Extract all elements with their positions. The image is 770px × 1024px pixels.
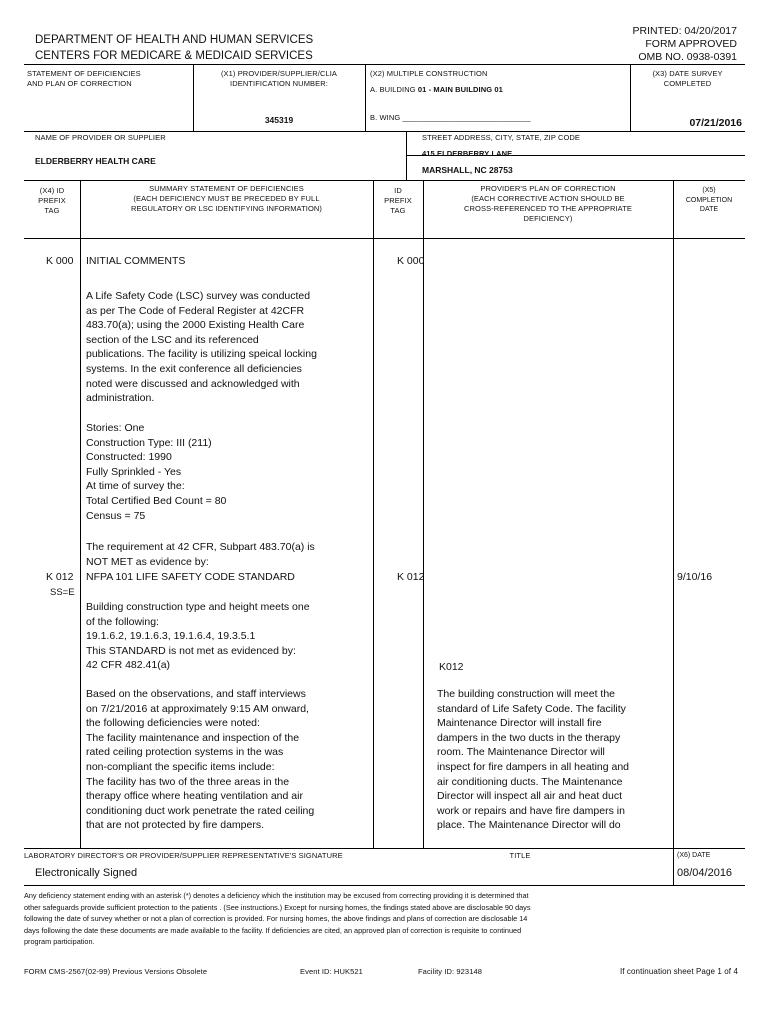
col-x5: (X5) COMPLETION DATE [685,187,733,213]
rule-columns-top [24,180,745,181]
facility-id: Facility ID: 923148 [418,967,483,976]
address-label: STREET ADDRESS, CITY, STATE, ZIP CODE [422,133,581,142]
paragraph-standard: Building construction type and height meets one of the following: 19.1.6.2, 19.1.6.3, 19.1.6.4, 19.3.5.1 This STANDARD is not met as evidenced by: 42 CFR 482.41(a) [86,601,310,672]
x1-label: (X1) PROVIDER/SUPPLIER/CLIA IDENTIFICATION NUMBER: [220,69,338,88]
k012-scope: SS=E [50,587,75,598]
printed-date: PRINTED: 04/20/2017 [632,25,737,37]
k000-title: INITIAL COMMENTS [86,255,186,267]
department-line-1: DEPARTMENT OF HEALTH AND HUMAN SERVICES [35,34,314,46]
provider-name: ELDERBERRY HEALTH CARE [35,156,156,166]
provider-id-number: 345319 [264,115,294,125]
event-id: Event ID: HUK521 [300,967,363,976]
omb-number: OMB NO. 0938-0391 [638,51,737,63]
paragraph-observations: Based on the observations, and staff interviews on 7/21/2016 at approximately 9:15 AM onward, the following deficiencies were noted: The facility maintenance and inspection of the rated ceiling protection systems in the was non-compliant the specific items include: The facility has two of the three areas in the therapy office where heating ventilation and air conditioning duct work penetrate the rated ceiling that are not protected by fire dampers. [86,688,315,832]
rule-provider-top [24,131,745,132]
signature-value: Electronically Signed [35,867,138,879]
k000-tag: K 000 [46,255,74,267]
building-value: 01 - MAIN BUILDING 01 [417,85,503,94]
paragraph-lsc-survey: A Life Safety Code (LSC) survey was conducted as per The Code of Federal Register at 42CFR 483.70(a); using the 2000 Existing Health Care section of the LSC and its referenced publications. The facility is utilizing speical locking systems. In the exit conference all deficiencies noted were discussed and acknowledged with administration. [86,290,317,405]
address-line-2: MARSHALL, NC 28753 [422,165,513,175]
department-line-2: CENTERS FOR MEDICARE & MEDICAID SERVICES [35,50,313,62]
plan-tag: K012 [439,661,464,673]
col-id-prefix: ID PREFIX TAG [384,186,412,215]
address-line-1: 415 ELDERBERRY LANE [422,149,513,158]
form-number: FORM CMS-2567(02-99) Previous Versions Obsolete [24,967,208,976]
survey-completed-date: 07/21/2016 [689,117,742,129]
rule-signature-bottom [24,885,745,886]
rule-body-bottom [24,848,745,849]
form-approved: FORM APPROVED [645,38,737,50]
col-summary: SUMMARY STATEMENT OF DEFICIENCIES (EACH DEFICIENCY MUST BE PRECEDED BY FULL REGULATORY OR LSC IDENTIFYING INFORMATION) [130,184,323,213]
x3-label: (X3) DATE SURVEY COMPLETED [652,69,723,88]
provider-name-label: NAME OF PROVIDER OR SUPPLIER [35,133,166,142]
statement-label: STATEMENT OF DEFICIENCIES AND PLAN OF CORRECTION [27,69,141,88]
paragraph-building-facts: Stories: One Construction Type: III (211) Constructed: 1990 Fully Sprinkled - Yes At time of survey the: Total Certified Bed Count = 80 Census = 75 [86,422,227,522]
building-line [370,85,503,95]
col-plan: PROVIDER'S PLAN OF CORRECTION (EACH CORRECTIVE ACTION SHOULD BE CROSS-REFERENCED TO THE APPROPRIATE DEFICIENCY) [464,184,632,223]
rule-columns-bottom [24,238,745,239]
k012-tag-right: K 012 [397,571,425,583]
k012-tag: K 012 [46,571,74,583]
signature-date: 08/04/2016 [677,867,733,879]
x6-date-label: (X6) DATE [677,852,711,859]
rule-top [24,64,745,65]
x2-label: (X2) MULTIPLE CONSTRUCTION [370,69,488,78]
k012-completion-date: 9/10/16 [677,571,713,583]
k012-title: NFPA 101 LIFE SAFETY CODE STANDARD [86,571,295,583]
page-indicator: If continuation sheet Page 1 of 4 [619,967,738,976]
wing-line: B. WING ______________________________ [370,113,531,122]
k000-tag-right: K 000 [397,255,425,267]
paragraph-requirement: The requirement at 42 CFR, Subpart 483.70(a) is NOT MET as evidence by: [86,541,315,568]
plan-of-correction-text: The building construction will meet the standard of Life Safety Code. The facility Maintenance Director will install fire dampers in the two ducts in the therapy room. The Maintenance Director will inspect for fire dampers in all heating and air conditioning ducts. The Maintenance Director will inspect all air and heat duct work or repairs and have fire dampers in place. The Maintenance Director will do [437,688,630,832]
title-label: TITLE [509,851,531,860]
building-prefix: A. BUILDING [370,85,416,94]
signature-label: LABORATORY DIRECTOR'S OR PROVIDER/SUPPLIER REPRESENTATIVE'S SIGNATURE [24,851,343,860]
disclaimer-text: Any deficiency statement ending with an asterisk (*) denotes a deficiency which the institution may be excused from correcting providing it is determined that other safeguards provide sufficient protection to the patients . (See instructions.) Except for nursing homes, the findings stated above are disclosable 90 days following the date of survey whether or not a plan of correction is provided. For nursing homes, the above findings and plans of correction are disclosable 14 days following the date these documents are made available to the facility. If deficiencies are cited, an approved plan of correction is requisite to continued program participation. [24,891,531,946]
col-x4-id: (X4) ID PREFIX TAG [38,186,66,215]
